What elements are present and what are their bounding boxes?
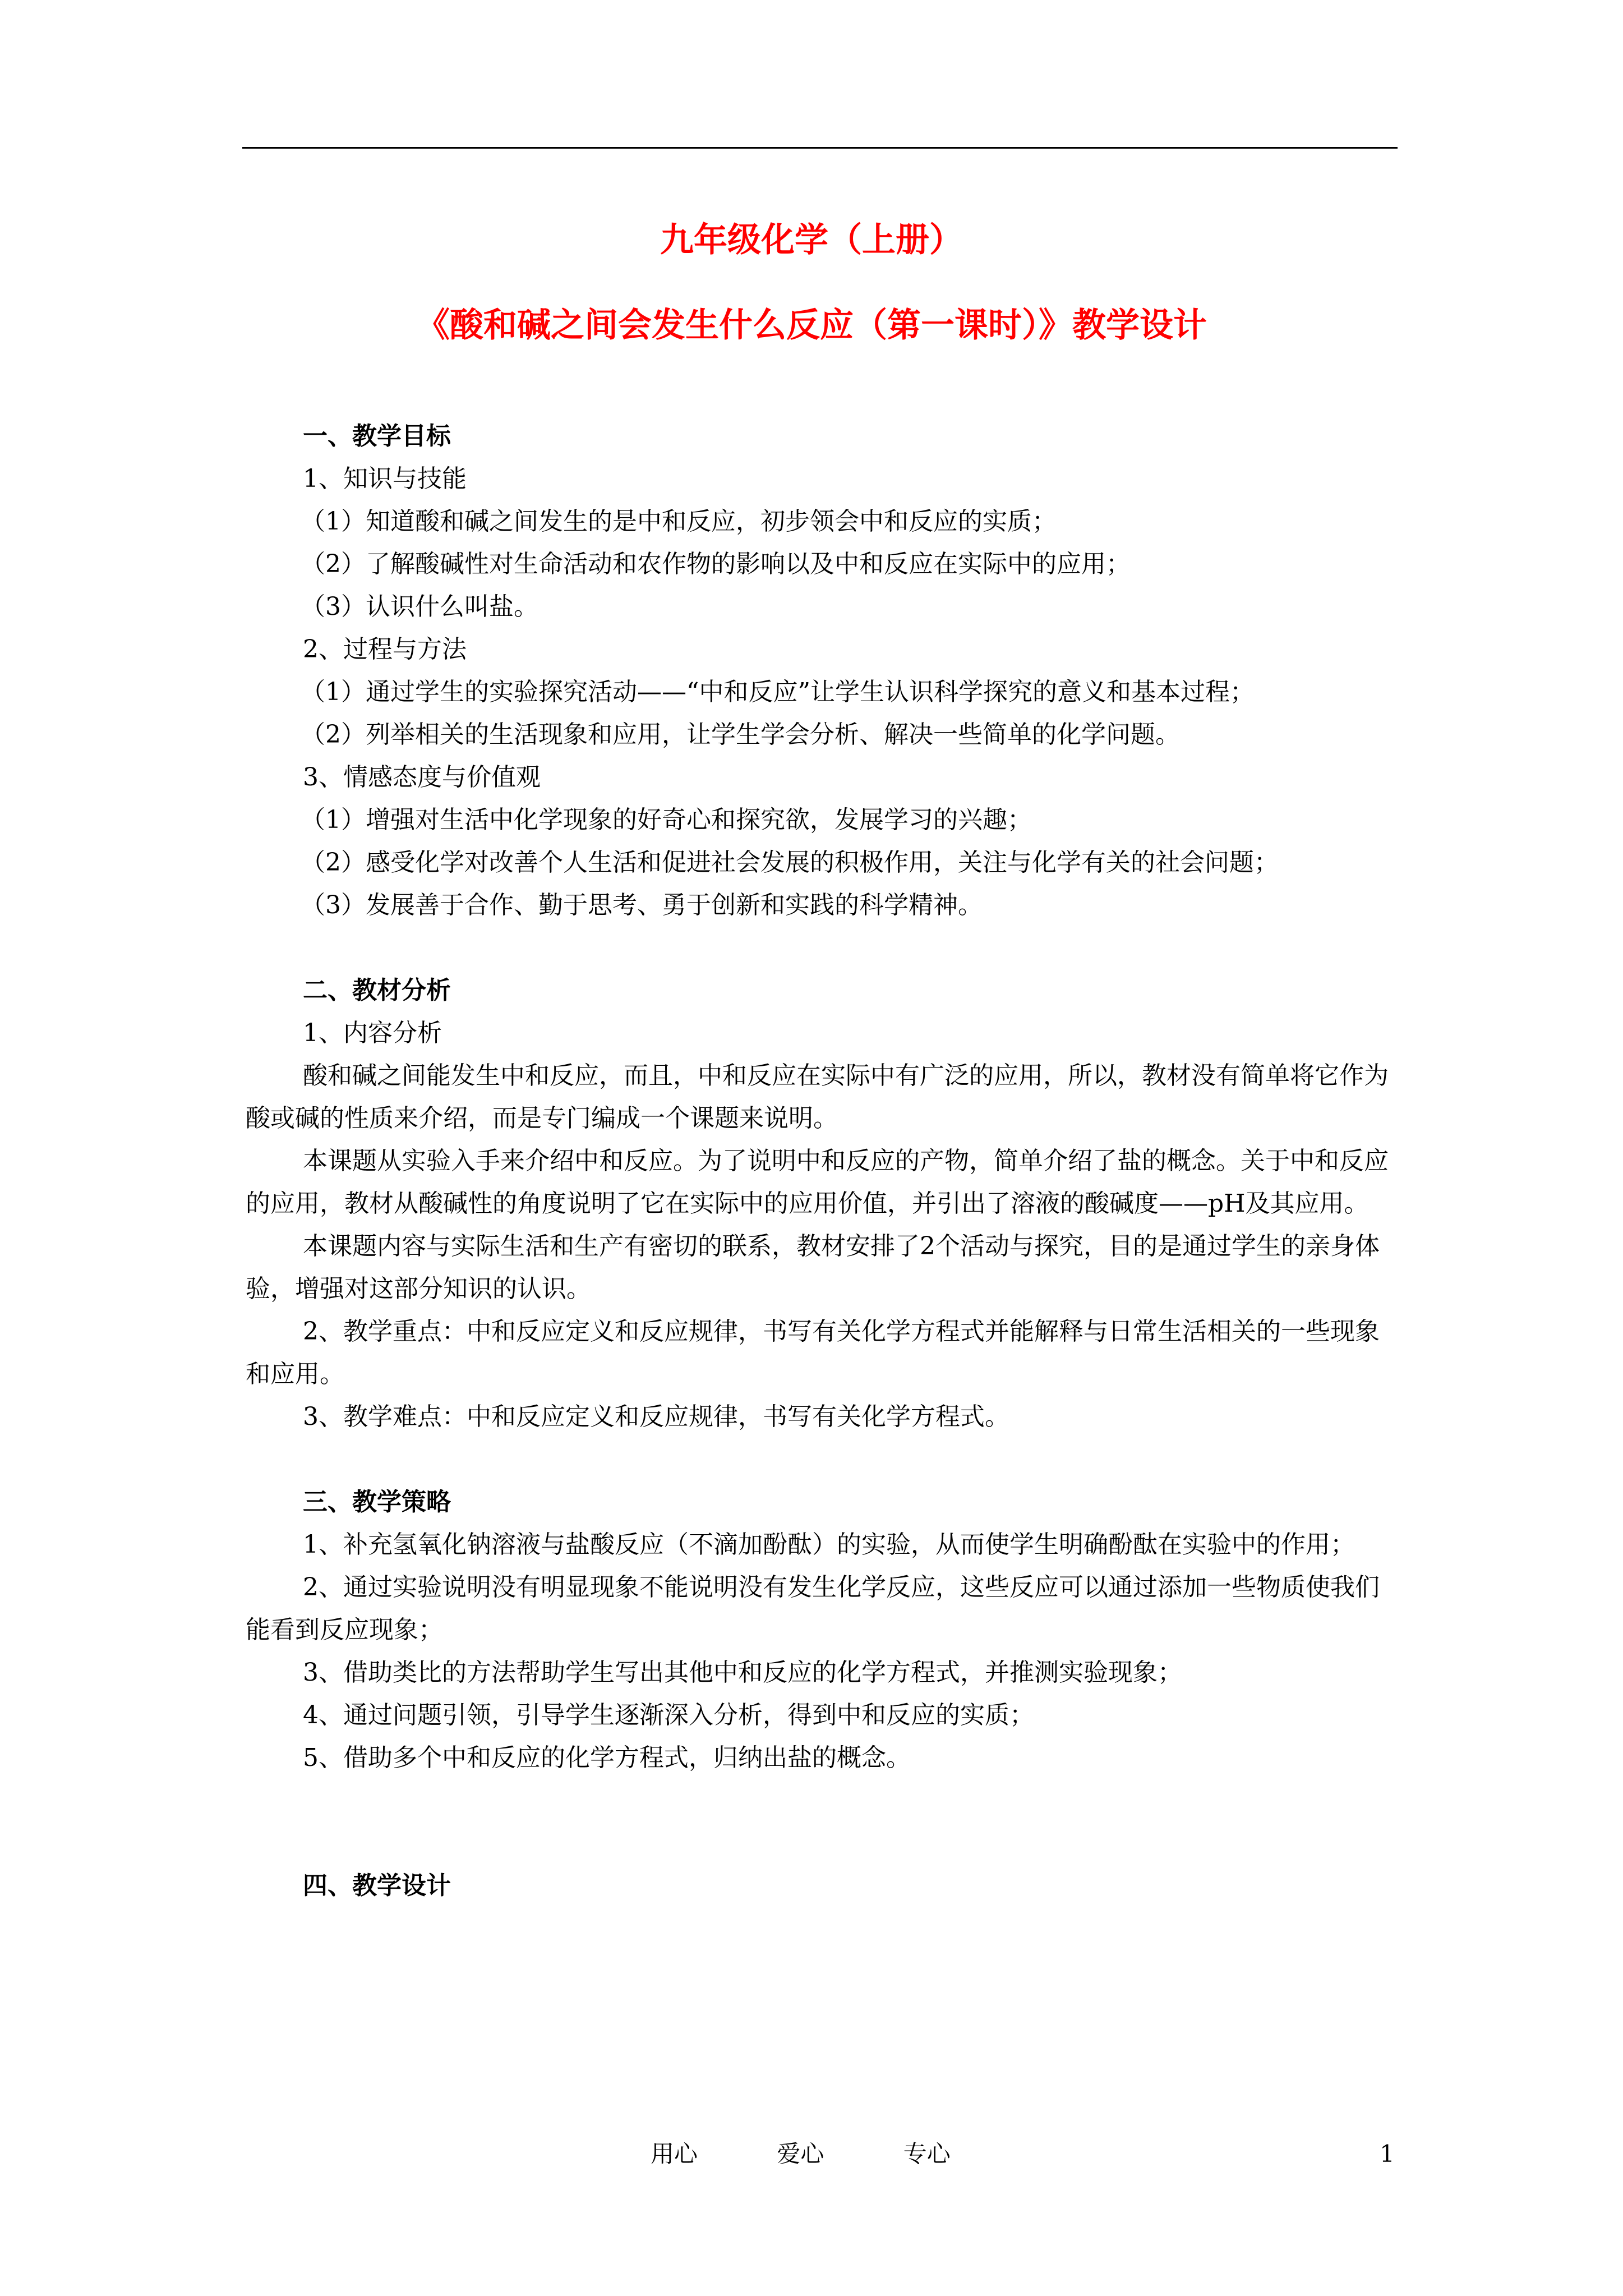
page-number: 1 [1380, 2140, 1395, 2168]
footer-motto [651, 2137, 951, 2171]
strategy-item: 5、借助多个中和反应的化学方程式，归纳出盐的概念。 [303, 1743, 911, 1772]
section-heading-teaching-strategy: 三、教学策略 [303, 1488, 451, 1516]
strategy-item: 3、借助类比的方法帮助学生写出其他中和反应的化学方程式，并推测实验现象； [303, 1658, 1182, 1687]
section-heading-teaching-goals: 一、教学目标 [303, 422, 451, 450]
document-title-grade: 九年级化学（上册） [660, 220, 963, 260]
subheading-content-analysis: 1、内容分析 [303, 1019, 442, 1047]
strategy-item: 4、通过问题引领，引导学生逐渐深入分析，得到中和反应的实质； [303, 1701, 1034, 1729]
section-heading-teaching-design: 四、教学设计 [303, 1871, 451, 1900]
analysis-paragraph: 本课题内容与实际生活和生产有密切的联系，教材安排了2个活动与探究，目的是通过学生的亲身体验，增强对这部分知识的认识。 [246, 1232, 1380, 1303]
spacer [246, 1438, 1396, 1481]
teaching-difficulty: 3、教学难点：中和反应定义和反应规律，书写有关化学方程式。 [303, 1402, 1009, 1431]
header-rule [242, 147, 1398, 149]
spacer [246, 927, 1396, 969]
goal-item: （1）增强对生活中化学现象的好奇心和探究欲，发展学习的兴趣； [301, 806, 1032, 834]
goal-item: （3）认识什么叫盐。 [301, 592, 538, 621]
page-footer [0, 2137, 1623, 2171]
strategy-item: 1、补充氢氧化钠溶液与盐酸反应（不滴加酚酞）的实验，从而使学生明确酚酞在实验中的作用； [303, 1530, 1355, 1559]
subheading-process-method: 2、过程与方法 [303, 635, 467, 664]
goal-item: （1）通过学生的实验探究活动——“中和反应”让学生认识科学探究的意义和基本过程； [301, 678, 1255, 706]
subheading-knowledge-skills: 1、知识与技能 [303, 464, 467, 493]
teaching-key-point: 2、教学重点：中和反应定义和反应规律，书写有关化学方程式并能解释与日常生活相关的一些现象和应用。 [246, 1317, 1380, 1388]
footer-motto-part: 用心 [651, 2140, 698, 2168]
subheading-attitude-values: 3、情感态度与价值观 [303, 763, 541, 792]
section-heading-material-analysis: 二、教材分析 [303, 976, 451, 1005]
goal-item: （2）了解酸碱性对生命活动和农作物的影响以及中和反应在实际中的应用； [301, 550, 1131, 578]
goal-item: （2）感受化学对改善个人生活和促进社会发展的积极作用，关注与化学有关的社会问题； [301, 848, 1279, 877]
document-body [246, 415, 1396, 1907]
document-title-lesson: 《酸和碱之间会发生什么反应（第一课时）》教学设计 [416, 306, 1207, 345]
goal-item: （1）知道酸和碱之间发生的是中和反应，初步领会中和反应的实质； [301, 507, 1057, 536]
footer-motto-part: 爱心 [777, 2140, 824, 2168]
strategy-item: 2、通过实验说明没有明显现象不能说明没有发生化学反应，这些反应可以通过添加一些物质使我们能看到反应现象； [246, 1573, 1380, 1644]
goal-item: （3）发展善于合作、勤于思考、勇于创新和实践的科学精神。 [301, 891, 983, 919]
goal-item: （2）列举相关的生活现象和应用，让学生学会分析、解决一些简单的化学问题。 [301, 720, 1180, 749]
analysis-paragraph: 酸和碱之间能发生中和反应，而且，中和反应在实际中有广泛的应用，所以，教材没有简单将它作为酸或碱的性质来介绍，而是专门编成一个课题来说明。 [246, 1061, 1389, 1133]
analysis-paragraph: 本课题从实验入手来介绍中和反应。为了说明中和反应的产物，简单介绍了盐的概念。关于中和反应的应用，教材从酸碱性的角度说明了它在实际中的应用价值，并引出了溶液的酸碱度——pH及其应用。 [246, 1147, 1389, 1218]
spacer [246, 1779, 1396, 1865]
footer-motto-part: 专心 [903, 2140, 951, 2168]
